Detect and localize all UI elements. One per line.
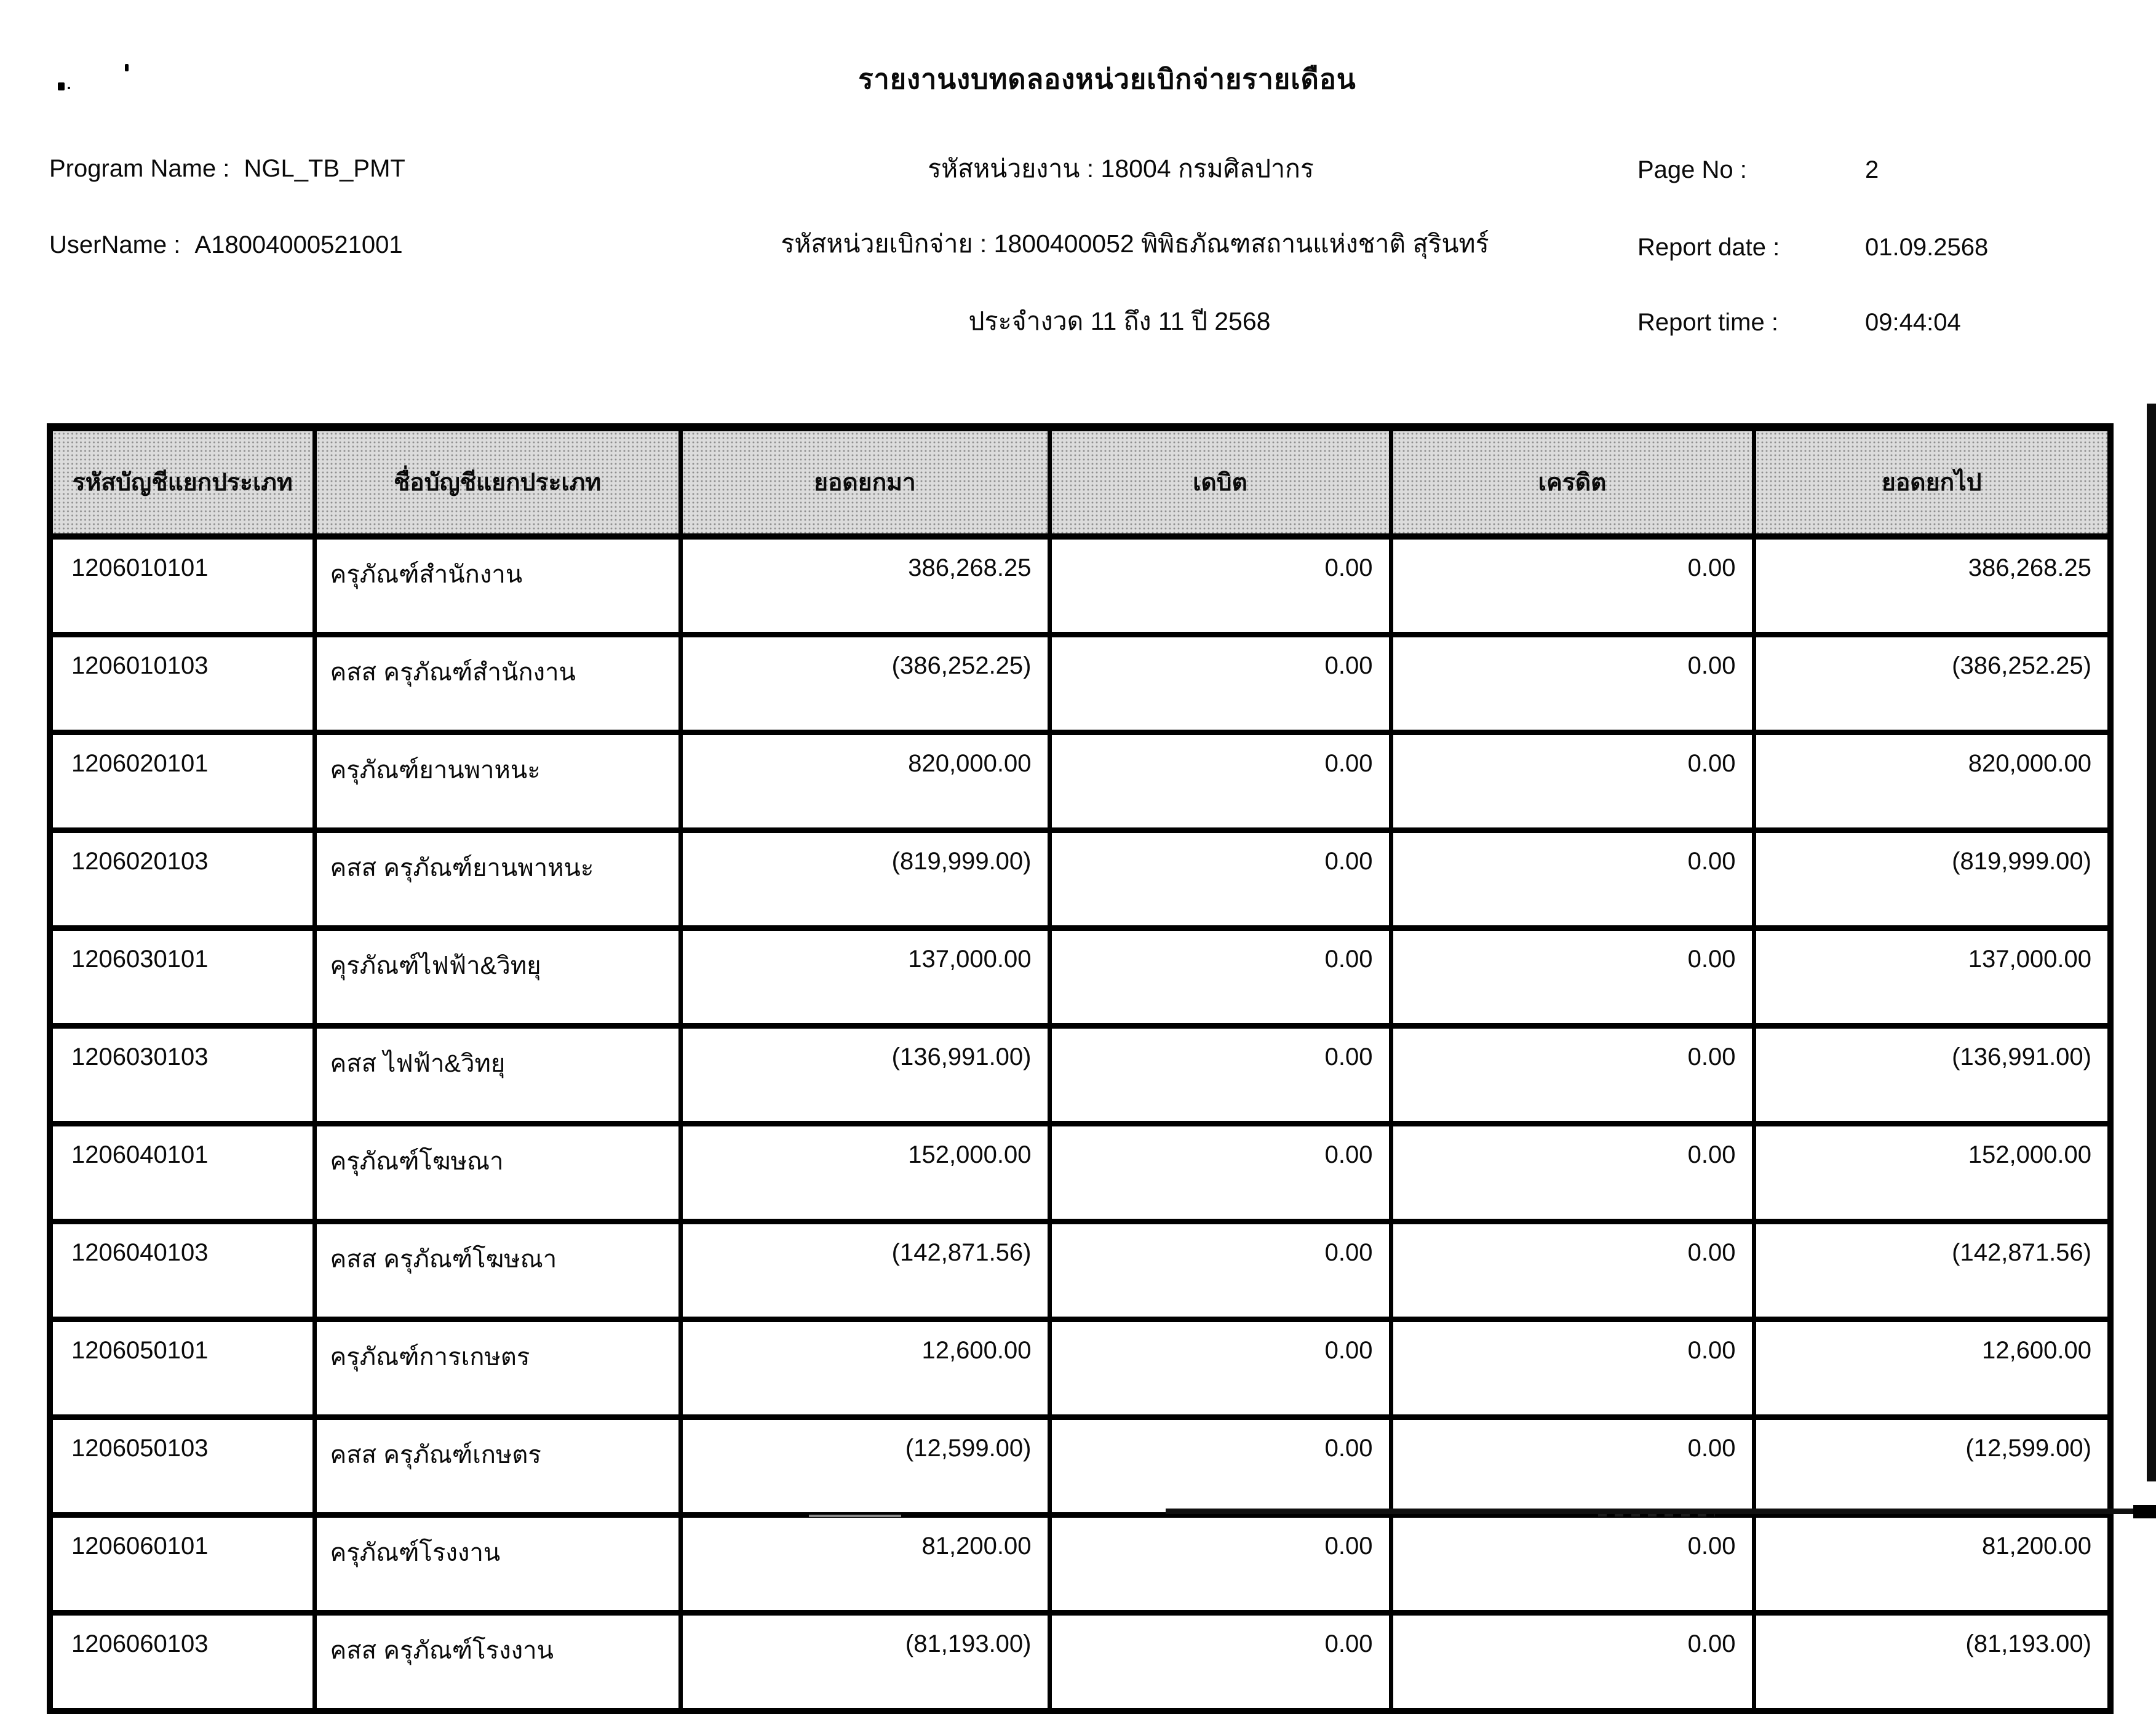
table-row bbox=[50, 733, 2110, 831]
cell-account-code: 1206020103 bbox=[50, 831, 314, 928]
cell-balance-brought-forward: 12,600.00 bbox=[680, 1320, 1049, 1417]
report-date-label: Report date : bbox=[1637, 234, 1780, 261]
cell-credit: 0.00 bbox=[1391, 635, 1754, 733]
cell-debit: 0.00 bbox=[1049, 1026, 1391, 1124]
cell-balance-carried-forward: (386,252.25) bbox=[1754, 635, 2110, 733]
cell-balance-brought-forward: 81,200.00 bbox=[680, 1515, 1049, 1613]
cell-account-code: 1206020101 bbox=[50, 733, 314, 831]
cell-debit: 0.00 bbox=[1049, 1515, 1391, 1613]
cell-balance-brought-forward: (12,599.00) bbox=[680, 1417, 1049, 1515]
report-date-value: 01.09.2568 bbox=[1865, 234, 1989, 261]
cell-debit: 0.00 bbox=[1049, 1124, 1391, 1222]
cell-balance-brought-forward: 152,000.00 bbox=[680, 1124, 1049, 1222]
table-row bbox=[50, 928, 2110, 1026]
period-line: ประจำงวด 11 ถึง 11 ปี 2568 bbox=[968, 307, 1271, 335]
cell-balance-brought-forward: (386,252.25) bbox=[680, 635, 1049, 733]
cell-balance-carried-forward: 12,600.00 bbox=[1754, 1320, 2110, 1417]
scan-artifact-right-edge bbox=[2147, 404, 2156, 1481]
username-value: A18004000521001 bbox=[194, 231, 403, 258]
col-header-debit: เดบิต bbox=[1049, 428, 1391, 537]
cell-credit: 0.00 bbox=[1391, 1320, 1754, 1417]
cell-balance-carried-forward: 81,200.00 bbox=[1754, 1515, 2110, 1613]
cell-account-code: 1206010103 bbox=[50, 635, 314, 733]
report-title: รายงานงบทดลองหน่วยเบิกจ่ายรายเดือน bbox=[858, 63, 1356, 95]
trial-balance-table bbox=[47, 423, 2114, 1714]
table-row bbox=[50, 536, 2110, 635]
cell-balance-carried-forward: (136,991.00) bbox=[1754, 1026, 2110, 1124]
cell-account-code: 1206030103 bbox=[50, 1026, 314, 1124]
cell-credit: 0.00 bbox=[1391, 1515, 1754, 1613]
page-no-label: Page No : bbox=[1637, 156, 1747, 183]
col-header-account-code: รหัสบัญชีแยกประเภท bbox=[50, 428, 314, 537]
username-line bbox=[49, 231, 403, 259]
program-name-label: Program Name : bbox=[49, 155, 230, 182]
cell-account-code: 1206040101 bbox=[50, 1124, 314, 1222]
scan-artifact-speck bbox=[58, 82, 65, 90]
cell-balance-carried-forward: 386,268.25 bbox=[1754, 536, 2110, 635]
cell-debit: 0.00 bbox=[1049, 1417, 1391, 1515]
program-name-value: NGL_TB_PMT bbox=[244, 155, 405, 182]
cell-account-code: 1206060103 bbox=[50, 1613, 314, 1712]
account-table-body bbox=[50, 536, 2110, 1711]
cell-account-code: 1206060101 bbox=[50, 1515, 314, 1613]
scan-artifact-speck bbox=[125, 64, 129, 71]
cell-account-name: คุรภัณฑ์ไฟฟ้า&วิทยุ bbox=[314, 928, 680, 1026]
table-row bbox=[50, 1320, 2110, 1417]
cell-balance-carried-forward: 152,000.00 bbox=[1754, 1124, 2110, 1222]
report-time-label: Report time : bbox=[1637, 309, 1778, 336]
disbursement-unit-line: รหัสหน่วยเบิกจ่าย : 1800400052 พิพิธภัณฑสถานแห่งชาติ สุรินทร์ bbox=[781, 229, 1489, 258]
table-header-row bbox=[50, 428, 2110, 537]
table-row bbox=[50, 635, 2110, 733]
cell-account-name: ครุภัณฑ์โรงงาน bbox=[314, 1515, 680, 1613]
program-name-line bbox=[49, 155, 405, 183]
cell-balance-carried-forward: (81,193.00) bbox=[1754, 1613, 2110, 1712]
cell-account-name: ครุภัณฑ์สำนักงาน bbox=[314, 536, 680, 635]
cell-debit: 0.00 bbox=[1049, 536, 1391, 635]
report-time-value: 09:44:04 bbox=[1865, 309, 1961, 336]
cell-account-code: 1206050103 bbox=[50, 1417, 314, 1515]
cell-balance-brought-forward: 137,000.00 bbox=[680, 928, 1049, 1026]
cell-balance-carried-forward: 820,000.00 bbox=[1754, 733, 2110, 831]
cell-account-name: คสส ครุภัณฑ์เกษตร bbox=[314, 1417, 680, 1515]
table-row bbox=[50, 1613, 2110, 1712]
cell-account-code: 1206030101 bbox=[50, 928, 314, 1026]
cell-balance-brought-forward: (142,871.56) bbox=[680, 1222, 1049, 1320]
cell-debit: 0.00 bbox=[1049, 928, 1391, 1026]
cell-account-name: คสส ครุภัณฑ์สำนักงาน bbox=[314, 635, 680, 733]
cell-account-code: 1206010101 bbox=[50, 536, 314, 635]
table-row bbox=[50, 1026, 2110, 1124]
cell-account-name: ครุภัณฑ์การเกษตร bbox=[314, 1320, 680, 1417]
cell-balance-carried-forward: 137,000.00 bbox=[1754, 928, 2110, 1026]
table-row bbox=[50, 831, 2110, 928]
cell-account-code: 1206050101 bbox=[50, 1320, 314, 1417]
cell-credit: 0.00 bbox=[1391, 1613, 1754, 1712]
col-header-balance-carried-forward: ยอดยกไป bbox=[1754, 428, 2110, 537]
cell-account-name: คสส ครุภัณฑ์โฆษณา bbox=[314, 1222, 680, 1320]
table-row bbox=[50, 1417, 2110, 1515]
cell-credit: 0.00 bbox=[1391, 831, 1754, 928]
cell-credit: 0.00 bbox=[1391, 1417, 1754, 1515]
col-header-account-name: ชื่อบัญชีแยกประเภท bbox=[314, 428, 680, 537]
cell-balance-brought-forward: (136,991.00) bbox=[680, 1026, 1049, 1124]
cell-balance-brought-forward: 386,268.25 bbox=[680, 536, 1049, 635]
cell-credit: 0.00 bbox=[1391, 1124, 1754, 1222]
cell-balance-carried-forward: (142,871.56) bbox=[1754, 1222, 2110, 1320]
scan-artifact-bottom-corner bbox=[2133, 1505, 2156, 1518]
cell-account-name: คสส ครุภัณฑ์โรงงาน bbox=[314, 1613, 680, 1712]
cell-account-name: ครุภัณฑ์โฆษณา bbox=[314, 1124, 680, 1222]
username-label: UserName : bbox=[49, 231, 181, 258]
cell-credit: 0.00 bbox=[1391, 733, 1754, 831]
cell-account-name: คสส ไฟฟ้า&วิทยุ bbox=[314, 1026, 680, 1124]
cell-debit: 0.00 bbox=[1049, 1613, 1391, 1712]
cell-credit: 0.00 bbox=[1391, 928, 1754, 1026]
page-no-value: 2 bbox=[1865, 156, 1879, 183]
cell-balance-brought-forward: 820,000.00 bbox=[680, 733, 1049, 831]
cell-credit: 0.00 bbox=[1391, 1026, 1754, 1124]
table-row bbox=[50, 1222, 2110, 1320]
cell-debit: 0.00 bbox=[1049, 1222, 1391, 1320]
cell-debit: 0.00 bbox=[1049, 1320, 1391, 1417]
col-header-balance-brought-forward: ยอดยกมา bbox=[680, 428, 1049, 537]
col-header-credit: เครดิต bbox=[1391, 428, 1754, 537]
cell-balance-brought-forward: (819,999.00) bbox=[680, 831, 1049, 928]
cell-credit: 0.00 bbox=[1391, 536, 1754, 635]
cell-debit: 0.00 bbox=[1049, 733, 1391, 831]
cell-debit: 0.00 bbox=[1049, 831, 1391, 928]
scan-artifact-speck bbox=[68, 87, 70, 89]
agency-line: รหัสหน่วยงาน : 18004 กรมศิลปากร bbox=[928, 154, 1314, 183]
cell-debit: 0.00 bbox=[1049, 635, 1391, 733]
cell-account-name: ครุภัณฑ์ยานพาหนะ bbox=[314, 733, 680, 831]
cell-balance-brought-forward: (81,193.00) bbox=[680, 1613, 1049, 1712]
table-row bbox=[50, 1124, 2110, 1222]
table-row bbox=[50, 1515, 2110, 1613]
scan-artifact-bottom-line bbox=[1166, 1509, 2156, 1514]
cell-credit: 0.00 bbox=[1391, 1222, 1754, 1320]
cell-account-code: 1206040103 bbox=[50, 1222, 314, 1320]
cell-balance-carried-forward: (12,599.00) bbox=[1754, 1417, 2110, 1515]
scan-artifact-faint-dash bbox=[809, 1515, 901, 1517]
cell-account-name: คสส ครุภัณฑ์ยานพาหนะ bbox=[314, 831, 680, 928]
cell-balance-carried-forward: (819,999.00) bbox=[1754, 831, 2110, 928]
